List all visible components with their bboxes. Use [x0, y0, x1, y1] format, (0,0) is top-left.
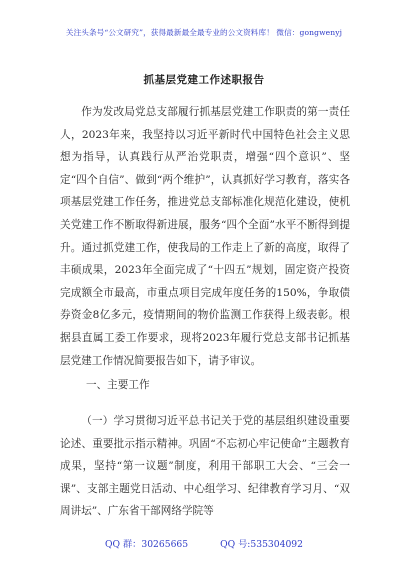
section-paragraph: （一）学习贯彻习近平总书记关于党的基层组织建设重要论述、重要批示指示精神。巩固“不忘初心牢记使命”主题教育成果，坚持“第一议题”制度，利用干部职工大会、“三会一课”、支部主题党日活动、中心组学习、纪律教育学习月、“双周讲坛”、广东省干部网络学院等	[60, 415, 350, 518]
footer-qq-group: QQ 群：30265665	[104, 539, 189, 550]
footer-qq-number: QQ 号:535304092	[220, 539, 303, 550]
document-title: 抓基层党建工作述职报告	[143, 74, 265, 86]
footer-contacts	[0, 536, 408, 550]
top-banner: 关注头条号“公文研究”，获得最新最全最专业的公文资料库！ 微信：gongwenyj	[65, 28, 343, 37]
section-heading: 一、主要工作	[86, 379, 150, 391]
intro-paragraph: 作为发改局党总支部履行抓基层党建工作职责的第一责任人，2023年来，我坚持以习近平新时代中国特色社会主义思想为指导，认真践行从严治党职责，增强“四个意识”、坚定“四个自信”、做到“两个维护”，认真抓好学习教育，落实各项基层党建工作任务，推进党总支部标准化规范化建设，使机关党建工作不断取得新进展，服务“四个全面”水平不断得到提升。通过抓党建工作，使我局的工作走上了新的高度，取得了丰硕成果，2023年全面完成了“十四五”规划，固定资产投资完成额全市最高，市重点项目完成年度任务的150%，争取债券资金8亿多元，疫情期间的物价监测工作获得上级表彰。根据县直属工委工作要求，现将2023年履行党总支部书记抓基层党建工作情况简要报告如下，请予审议。	[60, 106, 350, 367]
